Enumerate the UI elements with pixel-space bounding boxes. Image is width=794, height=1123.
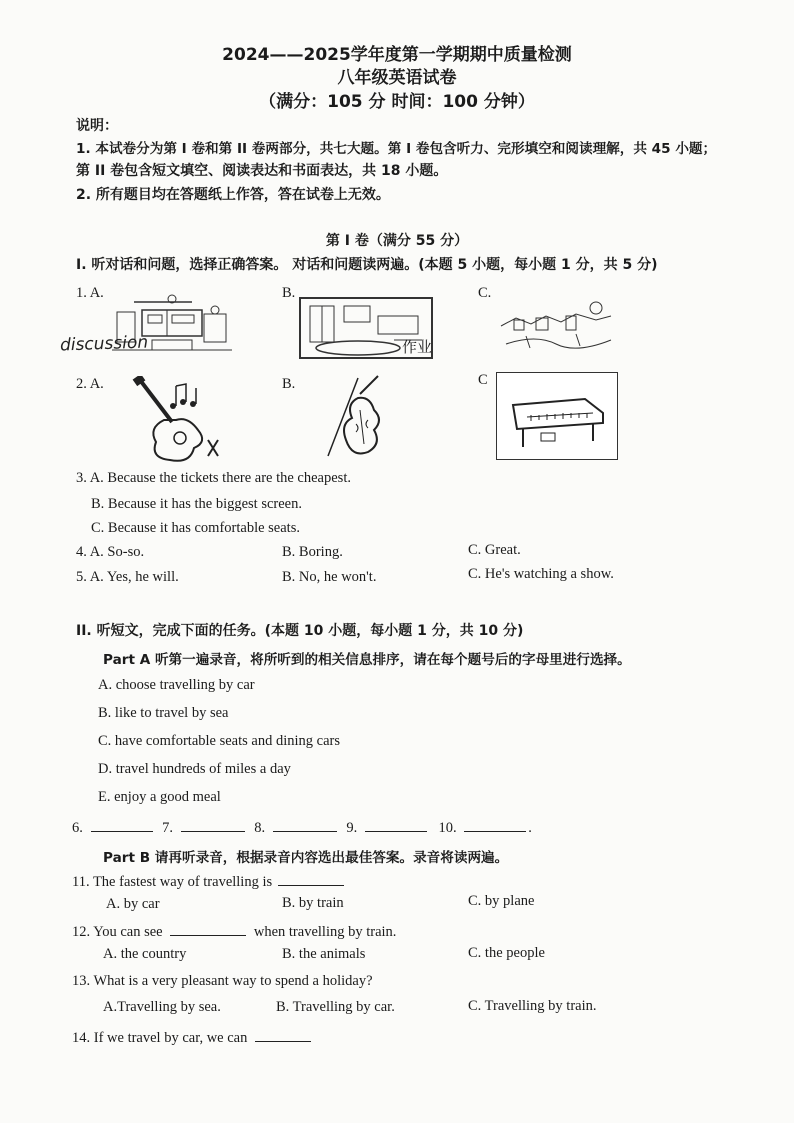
q2-option-b-label: B. <box>282 376 296 392</box>
blank-10-label: 10. <box>438 820 457 836</box>
q3-option-a: 3. A. Because the tickets there are the cheapest. <box>76 470 351 486</box>
blank-8[interactable] <box>273 817 337 832</box>
q4-option-b: B. Boring. <box>282 544 343 560</box>
partB-heading: Part B 请再听录音，根据录音内容选出最佳答案。录音将读两遍。 <box>103 850 509 866</box>
partA-option-e: E. enjoy a good meal <box>98 789 221 805</box>
blank-7[interactable] <box>181 817 245 832</box>
section1-heading: I. 听对话和问题，选择正确答案。 对话和问题读两遍。(本题 5 小题，每小题 1 分，共 5 分) <box>76 257 658 273</box>
partA-option-a: A. choose travelling by car <box>98 677 255 693</box>
blank-8-label: 8. <box>254 820 266 836</box>
blank-9[interactable] <box>365 817 427 832</box>
q11-option-a: A. by car <box>106 896 160 912</box>
q2-label: 2. A. <box>76 376 104 392</box>
q14-blank[interactable] <box>255 1027 311 1042</box>
partA-heading: Part A 听第一遍录音，将所听到的相关信息排序，请在每个题号后的字母里进行选择。 <box>103 652 631 668</box>
q12-blank[interactable] <box>170 921 246 936</box>
partA-option-c: C. have comfortable seats and dining cars <box>98 733 340 749</box>
q4-option-c: C. Great. <box>468 542 521 558</box>
q13-option-b: B. Travelling by car. <box>276 999 395 1015</box>
q5-option-b: B. No, he won't. <box>282 569 377 585</box>
q1-label: 1. A. <box>76 285 104 301</box>
q12-option-c: C. the people <box>468 945 545 961</box>
q2-option-b-violin-picture <box>318 374 388 464</box>
q12-stem-end: when travelling by train. <box>253 924 397 940</box>
q12-option-b: B. the animals <box>282 946 366 962</box>
q14-stem <box>72 1027 311 1047</box>
q5-option-c: C. He's watching a show. <box>468 566 614 582</box>
q11-stem-text: 11. The fastest way of travelling is <box>72 874 273 890</box>
exam-title: 2024——2025学年度第一学期期中质量检测 <box>222 45 572 65</box>
blank-10[interactable] <box>464 817 526 832</box>
q11-option-b: B. by train <box>282 895 344 911</box>
blank-7-label: 7. <box>162 820 173 836</box>
partA-option-d: D. travel hundreds of miles a day <box>98 761 291 777</box>
q1-handwriting-2: 作业 <box>402 338 433 356</box>
instructions-heading: 说明： <box>76 118 118 134</box>
q13-option-a: A.Travelling by sea. <box>103 999 221 1015</box>
q13-stem: 13. What is a very pleasant way to spend a holiday? <box>72 973 373 989</box>
q11-stem <box>72 871 344 891</box>
q1-handwriting: discussion <box>59 332 149 356</box>
q3-option-c: C. Because it has comfortable seats. <box>91 520 300 536</box>
q12-stem <box>72 921 396 941</box>
q13-option-c: C. Travelling by train. <box>468 998 597 1014</box>
partA-option-b: B. like to travel by sea <box>98 705 229 721</box>
q2-option-a-guitar-picture <box>130 376 230 468</box>
exam-subtitle: 八年级英语试卷 <box>337 68 457 88</box>
q2-option-c-label: C <box>478 372 488 388</box>
instructions-line1: 1. 本试卷分为第 I 卷和第 II 卷两部分，共七大题。第 I 卷包含听力、完形填空和阅读理解，共 45 小题； <box>76 141 717 157</box>
volume1-title: 第 I 卷（满分 55 分） <box>325 233 469 249</box>
q4-option-a: 4. A. So-so. <box>76 544 145 560</box>
blank-6-label: 6. <box>72 820 83 836</box>
section2-heading: II. 听短文，完成下面的任务。(本题 10 小题，每小题 1 分，共 10 分) <box>76 623 524 639</box>
q12-option-a: A. the country <box>103 946 187 962</box>
instructions-line3: 2. 所有题目均在答题纸上作答，答在试卷上无效。 <box>76 187 390 203</box>
score-time: （满分：105 分 时间：100 分钟） <box>259 92 535 112</box>
q12-stem-text: 12. You can see <box>72 924 163 940</box>
q11-blank[interactable] <box>278 871 344 886</box>
q1-option-b-label: B. <box>282 285 296 301</box>
q14-stem-text: 14. If we travel by car, we can <box>72 1030 248 1046</box>
blank-9-label: 9. <box>346 820 358 836</box>
blank-6[interactable] <box>91 817 153 832</box>
q5-option-a: 5. A. Yes, he will. <box>76 569 179 585</box>
q2-option-c-piano-picture <box>496 372 618 460</box>
instructions-line2: 第 II 卷包含短文填空、阅读表达和书面表达，共 18 小题。 <box>76 163 448 179</box>
blank-row: 6. 7. 8. 9. 10. . <box>72 817 532 837</box>
q1-option-c-label: C. <box>478 285 492 301</box>
q1-option-c-picture <box>496 296 616 356</box>
q11-option-c: C. by plane <box>468 893 535 909</box>
q3-option-b: B. Because it has the biggest screen. <box>91 496 302 512</box>
